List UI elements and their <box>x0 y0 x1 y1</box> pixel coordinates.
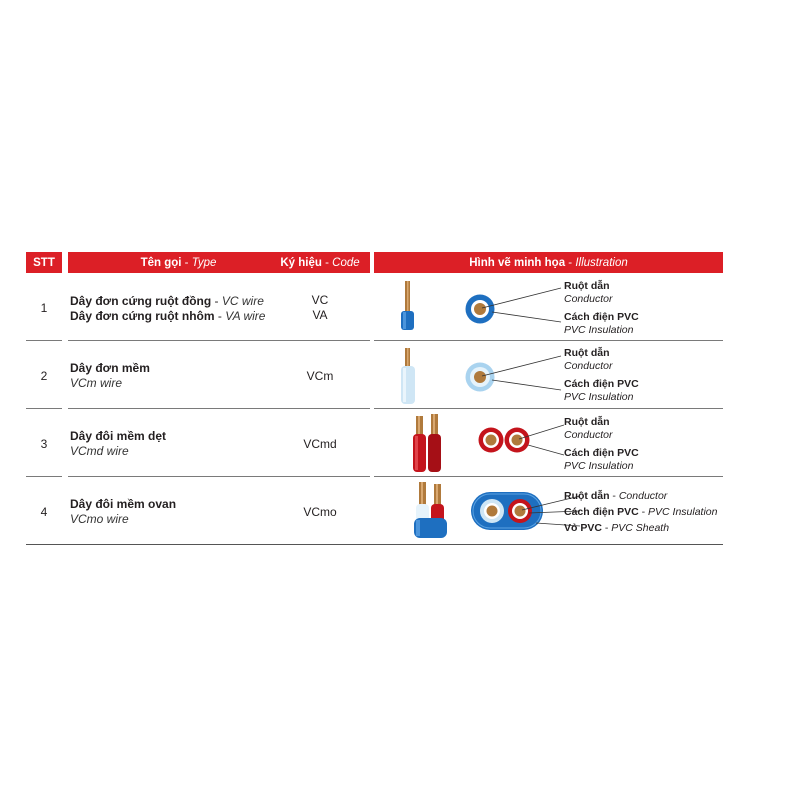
row-divider <box>270 340 370 341</box>
insulation-label <box>564 506 718 519</box>
sheath-label-dash: - <box>601 522 612 534</box>
header-type <box>68 252 289 273</box>
header-illustration <box>374 252 723 273</box>
conductor-label-en: Conductor <box>618 490 668 502</box>
row-code <box>270 293 370 323</box>
wire-illustration <box>374 274 723 341</box>
oval-twin-wire-drawing <box>414 482 447 538</box>
conductor-label <box>564 490 667 503</box>
type-name-en: VCmo wire <box>70 511 129 526</box>
type-name-dash: - <box>211 294 222 308</box>
header-stt <box>26 252 62 273</box>
header-type-vi: Tên gọi <box>140 256 182 269</box>
header-code-en: Code <box>332 256 360 269</box>
insulation-label-vi: Cách điện PVC <box>564 506 639 518</box>
row-divider <box>374 340 723 341</box>
table-row-3 <box>26 410 723 477</box>
insulation-label-en: PVC Insulation <box>564 459 634 472</box>
cross-section-icon <box>466 288 562 324</box>
conductor-label-vi: Ruột dẫn <box>564 347 610 359</box>
sheath-label <box>564 522 669 535</box>
type-name-en: VCm wire <box>70 375 123 390</box>
cross-section-icon <box>479 425 565 455</box>
row-number: 2 <box>40 369 48 383</box>
row-divider <box>374 476 723 477</box>
header-type-dash: - <box>181 256 192 269</box>
row-type-name <box>70 429 166 458</box>
conductor-label-en: Conductor <box>564 359 613 372</box>
insulation-label-en: PVC Insulation <box>564 390 634 403</box>
flat-twin-wire-drawing <box>413 414 441 472</box>
row-number: 4 <box>40 505 48 519</box>
type-name-vi: Dây đơn cứng ruột đồng <box>70 294 212 308</box>
conductor-label-en: Conductor <box>564 428 613 441</box>
header-stt-label: STT <box>33 256 55 269</box>
header-illu-vi: Hình vẽ minh họa <box>469 256 566 269</box>
row-type-name <box>70 294 265 323</box>
conductor-label-vi: Ruột dẫn <box>564 416 610 428</box>
conductor-label-vi: Ruột dẫn <box>564 490 610 502</box>
insulation-label-en: PVC Insulation <box>564 323 634 336</box>
header-code <box>270 252 370 273</box>
table-bottom-border <box>26 544 723 545</box>
sheath-label-vi: Vỏ PVC <box>564 522 602 534</box>
conductor-label-dash: - <box>609 490 619 502</box>
insulation-label <box>564 378 639 403</box>
sheath-label-en: PVC Sheath <box>611 522 670 534</box>
row-number: 1 <box>40 301 48 315</box>
code-va: VA <box>312 308 328 322</box>
insulation-label-vi: Cách điện PVC <box>564 447 639 459</box>
row-code: VCmo <box>303 505 337 519</box>
flexible-wire-drawing <box>401 348 415 404</box>
row-divider <box>68 476 289 477</box>
row-divider <box>68 408 289 409</box>
row-divider <box>26 476 62 477</box>
single-wire-drawing <box>401 281 414 330</box>
header-code-dash: - <box>321 256 333 269</box>
row-type-name <box>70 497 176 526</box>
insulation-label <box>564 311 639 336</box>
insulation-label-vi: Cách điện PVC <box>564 311 639 323</box>
type-name-vi: Dây đơn mềm <box>70 361 150 375</box>
code-vc: VC <box>311 293 329 307</box>
type-name-dash-2: - <box>214 308 226 323</box>
row-divider <box>26 408 62 409</box>
header-code-vi: Ký hiệu <box>280 256 322 269</box>
row-divider <box>270 408 370 409</box>
table-row-1 <box>26 274 723 341</box>
type-name-en: VCmd wire <box>70 443 129 458</box>
row-code: VCmd <box>303 437 337 451</box>
conductor-label-vi: Ruột dẫn <box>564 280 610 292</box>
insulation-label-vi: Cách điện PVC <box>564 378 639 390</box>
type-name-en-2: VA wire <box>225 308 266 323</box>
insulation-label <box>564 447 639 472</box>
conductor-label-en: Conductor <box>564 292 613 305</box>
header-illu-en: Illustration <box>575 256 628 269</box>
type-name-vi: Dây đôi mềm ovan <box>70 497 177 511</box>
conductor-label <box>564 280 612 305</box>
row-type-name <box>70 361 150 390</box>
table-row-4 <box>26 478 723 545</box>
type-name-vi: Dây đôi mềm dẹt <box>70 429 167 443</box>
conductor-label <box>564 416 612 441</box>
wire-illustration <box>374 342 723 409</box>
insulation-label-dash: - <box>638 506 649 518</box>
conductor-label <box>564 347 612 372</box>
row-divider <box>374 408 723 409</box>
header-illu-dash: - <box>565 256 576 269</box>
type-name-vi-2: Dây đơn cứng ruột nhôm <box>70 308 215 323</box>
header-type-en: Type <box>191 256 217 269</box>
wire-illustration <box>374 410 723 477</box>
type-name-en: VC wire <box>221 294 264 308</box>
row-divider <box>270 476 370 477</box>
row-divider <box>26 340 62 341</box>
table-row-2 <box>26 342 723 409</box>
row-number: 3 <box>40 437 48 451</box>
insulation-label-en: PVC Insulation <box>648 506 718 518</box>
row-code: VCm <box>306 369 334 383</box>
cross-section-icon <box>466 356 562 392</box>
row-divider <box>68 340 289 341</box>
